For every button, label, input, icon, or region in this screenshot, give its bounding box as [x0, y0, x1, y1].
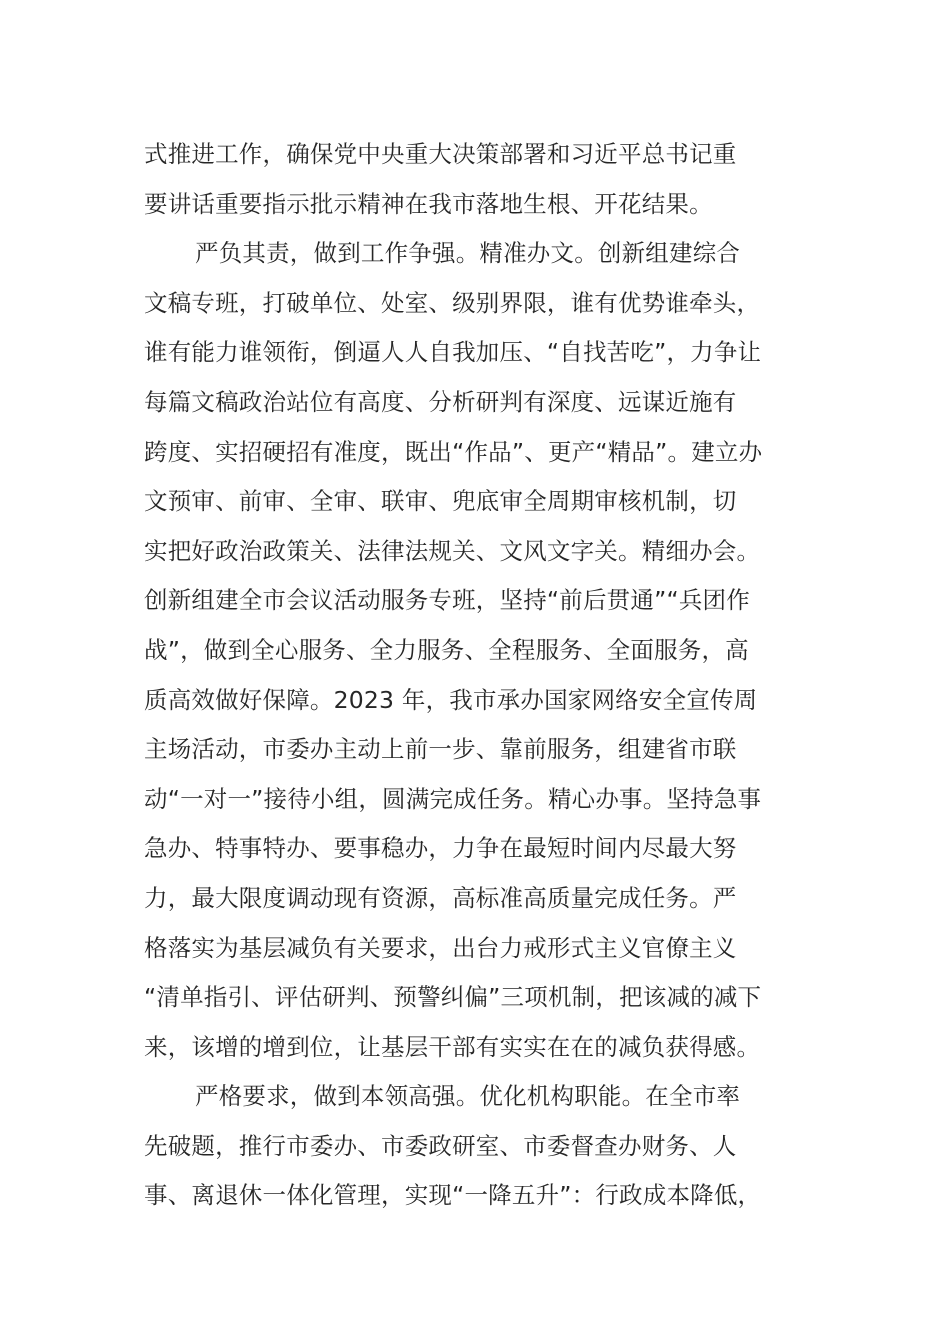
text-line: 文预审、前审、全审、联审、兜底审全周期审核机制，切 [144, 487, 737, 516]
text-line: 实把好政治政策关、法律法规关、文风文字关。精细办会。 [144, 536, 761, 565]
text-line: 急办、特事特办、要事稳办，力争在最短时间内尽最大努 [144, 834, 737, 863]
text-line: 式推进工作，确保党中央重大决策部署和习近平总书记重 [144, 140, 737, 168]
text-line: 动“一对一”接待小组，圆满完成任务。精心办事。坚持急事 [144, 784, 762, 813]
text-line: 文稿专班，打破单位、处室、级别界限，谁有优势谁牵头， [144, 288, 761, 317]
text-line: 严格要求，做到本领高强。优化机构职能。在全市率 [195, 1082, 741, 1111]
text-line: 跨度、实招硬招有准度，既出“作品”、更产“精品”。建立办 [144, 437, 763, 466]
text-line: 要讲话重要指示批示精神在我市落地生根、开花结果。 [144, 189, 713, 218]
text-line: 严负其责，做到工作争强。精准办文。创新组建综合 [195, 239, 741, 268]
text-line: 战”，做到全心服务、全力服务、全程服务、全面服务，高 [144, 635, 749, 664]
text-line: “清单指引、评估研判、预警纠偏”三项机制，把该减的减下 [144, 983, 762, 1012]
text-line: 来，该增的增到位，让基层干部有实实在在的减负获得感。 [144, 1032, 761, 1061]
text-line: 力，最大限度调动现有资源，高标准高质量完成任务。严 [144, 883, 737, 912]
document-body [144, 130, 814, 1221]
text-line: 先破题，推行市委办、市委政研室、市委督查办财务、人 [144, 1131, 737, 1160]
text-line: 主场活动，市委办主动上前一步、靠前服务，组建省市联 [144, 735, 737, 764]
text-line: 格落实为基层减负有关要求，出台力戒形式主义官僚主义 [144, 933, 737, 962]
text-line: 谁有能力谁领衔，倒逼人人自我加压、“自找苦吃”，力争让 [144, 338, 762, 367]
text-line: 事、离退休一体化管理，实现“一降五升”：行政成本降低， [144, 1181, 762, 1210]
text-line: 创新组建全市会议活动服务专班，坚持“前后贯通”“兵团作 [144, 586, 750, 615]
text-line: 质高效做好保障。2023 年，我市承办国家网络安全宣传周 [144, 685, 758, 714]
text-line: 每篇文稿政治站位有高度、分析研判有深度、远谋近施有 [144, 387, 737, 416]
